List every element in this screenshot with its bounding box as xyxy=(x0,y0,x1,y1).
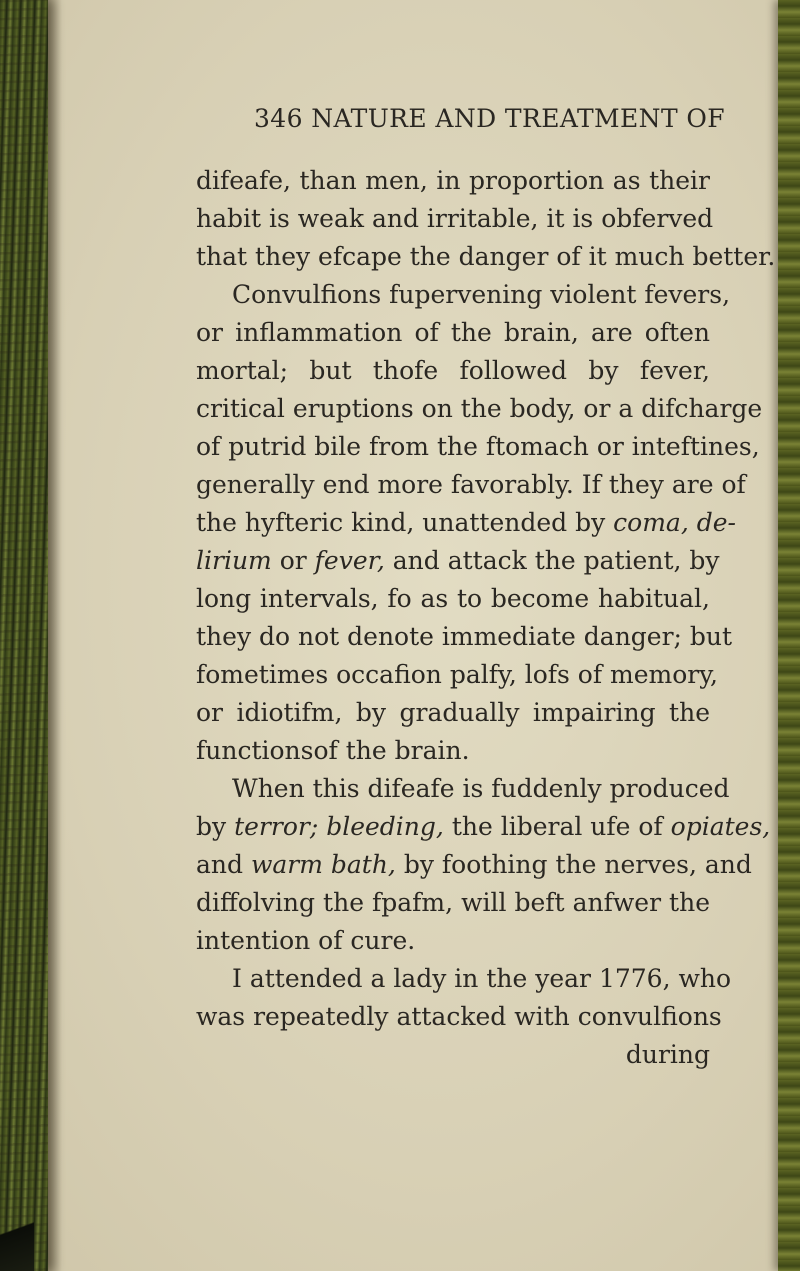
text-line-13: they do not denote immediate danger; but xyxy=(196,622,733,651)
right-binding xyxy=(778,0,800,1271)
text-line-9: generally end more favorably. If they are of xyxy=(196,470,746,499)
text-line-5: or inflammation of the brain, are often xyxy=(196,318,710,347)
running-header: 346 NATURE AND TREATMENT OF xyxy=(254,104,726,133)
text-span: and xyxy=(196,850,244,879)
italic-term: lirium xyxy=(196,546,272,575)
catchword: during xyxy=(625,1040,710,1069)
text-line-4: Convulfions fupervening violent fevers, xyxy=(232,280,731,309)
text-span: the liberal ufe of xyxy=(451,812,663,841)
italic-term: warm bath, xyxy=(250,850,396,879)
text-line-15: or idiotifm, by gradually impairing the xyxy=(196,698,710,727)
text-span: the hyfteric kind, unattended by xyxy=(196,508,606,537)
left-binding xyxy=(0,0,48,1271)
text-line-3: that they efcape the danger of it much better. xyxy=(196,242,776,271)
text-line-22: I attended a lady in the year 1776, who xyxy=(232,964,732,993)
text-span: by xyxy=(196,812,227,841)
text-line-10 xyxy=(196,504,736,542)
text-line-19 xyxy=(196,846,752,884)
text-line-6: mortal; but thofe followed by fever, xyxy=(196,356,710,385)
text-span: and attack the patient, by xyxy=(392,546,720,575)
page-gutter-shadow xyxy=(48,0,62,1271)
italic-term: opiates, xyxy=(670,812,771,841)
text-line-23: was repeatedly attacked with convulfions xyxy=(196,1002,722,1031)
text-line-17: When this difeafe is fuddenly produced xyxy=(232,774,730,803)
text-line-1: difeafe, than men, in proportion as their xyxy=(196,166,710,195)
text-line-14: fometimes occafion palfy, lofs of memory, xyxy=(196,660,718,689)
text-span: or xyxy=(279,546,307,575)
text-line-20: diffolving the fpafm, will beft anfwer the xyxy=(196,888,710,917)
text-line-18 xyxy=(196,808,771,846)
italic-term: terror; bleeding, xyxy=(234,812,444,841)
text-line-2: habit is weak and irritable, it is obferved xyxy=(196,204,714,233)
italic-term: fever, xyxy=(314,546,385,575)
italic-term: coma, de- xyxy=(613,508,736,537)
text-line-12: long intervals, fo as to become habitual, xyxy=(196,584,710,613)
text-line-7: critical eruptions on the body, or a difcharge xyxy=(196,394,763,423)
text-line-16: functionsof the brain. xyxy=(196,736,470,765)
text-line-11 xyxy=(196,542,720,580)
text-line-8: of putrid bile from the ftomach or inteftines, xyxy=(196,432,760,461)
text-line-21: intention of cure. xyxy=(196,926,416,955)
text-span: by foothing the nerves, and xyxy=(403,850,752,879)
